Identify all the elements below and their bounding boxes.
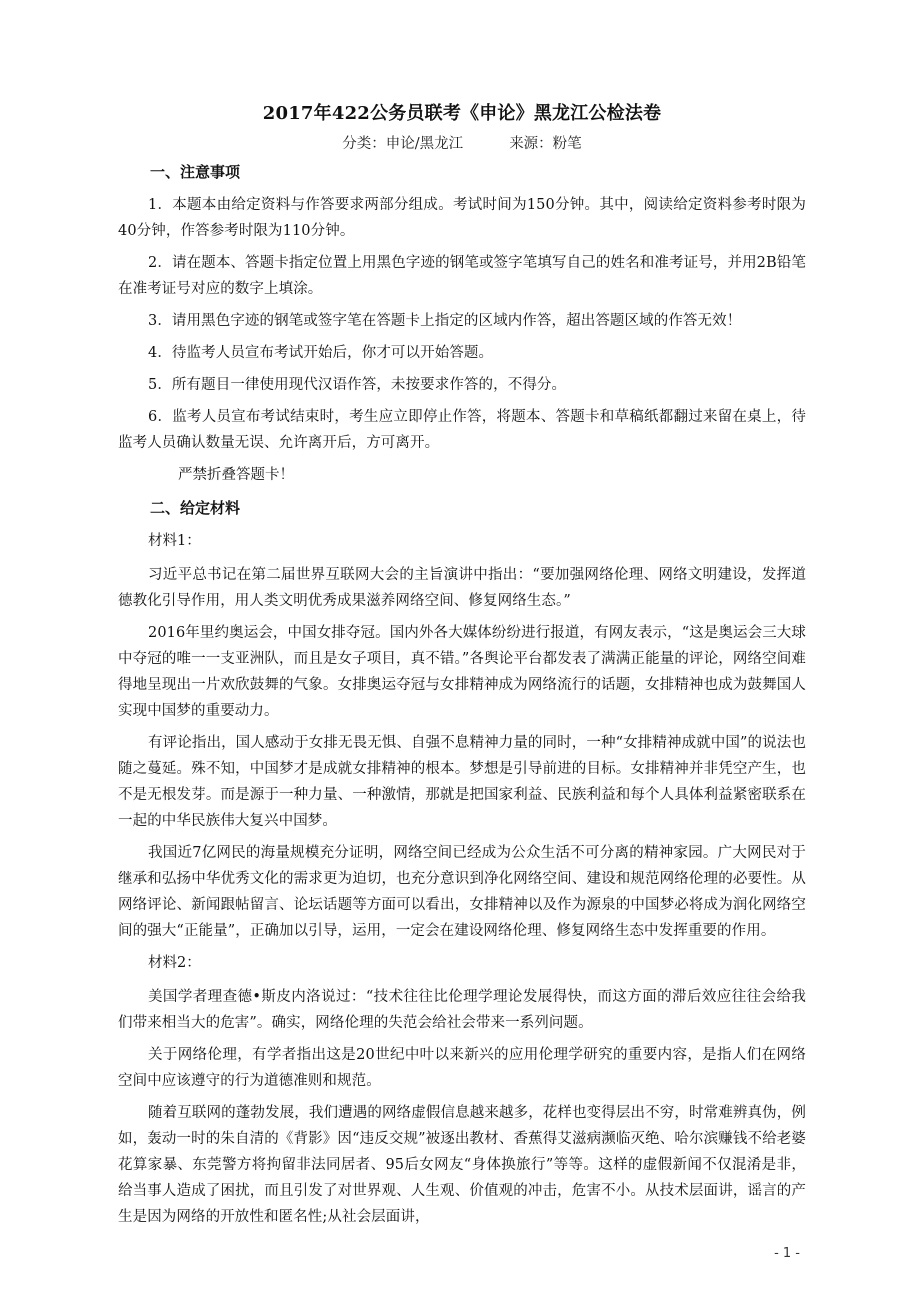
note-item: 6．监考人员宣布考试结束时，考生应立即停止作答，将题本、答题卡和草稿纸都翻过来留在桌上，待监考人员确认数量无误、允许离开后，方可离开。	[118, 409, 806, 451]
material-1-paragraph: 2016年里约奥运会，中国女排夺冠。国内外各大媒体纷纷进行报道，有网友表示，“这是奥运会三大球中夺冠的唯一一支亚洲队，而且是女子项目，真不错。”各舆论平台都发表了满满正能量的评论，网络空间难得地呈现出一片欢欣鼓舞的气象。女排奥运夺冠与女排精神成为网络流行的话题，女排精神也成为鼓舞国人实现中国梦的重要动力。	[118, 625, 807, 719]
material-2-paragraph: 随着互联网的蓬勃发展，我们遭遇的网络虚假信息越来越多，花样也变得层出不穷，时常难辨真伪，例如，轰动一时的朱自清的《背影》因“违反交规”被逐出教材、香蕉得艾滋病濒临灭绝、哈尔滨赚钱不给老婆花算家暴、东莞警方将拘留非法同居者、95后女网友“身体换旅行”等等。这样的虚假新闻不仅混淆是非，给当事人造成了困扰，而且引发了对世界观、人生观、价值观的冲击，危害不小。从技术层面讲，谣言的产生是因为网络的开放性和匿名性;从社会层面讲，	[118, 1105, 806, 1225]
note-item: 5．所有题目一律使用现代汉语作答，未按要求作答的，不得分。	[148, 377, 567, 393]
document-meta	[118, 132, 806, 156]
material-1-paragraph: 有评论指出，国人感动于女排无畏无惧、自强不息精神力量的同时，一种“女排精神成就中国”的说法也随之蔓延。殊不知，中国梦才是成就女排精神的根本。梦想是引导前进的目标。女排精神并非凭空产生，也不是无根发芽。而是源于一种力量、一种激情，那就是把国家利益、民族利益和每个人具体利益紧密联系在一起的中华民族伟大复兴中国梦。	[118, 735, 806, 829]
material-2-paragraph: 美国学者理查德•斯皮内洛说过：“技术往往比伦理学理论发展得快，而这方面的滞后效应往往会给我们带来相当大的危害”。确实，网络伦理的失范会给社会带来一系列问题。	[118, 989, 806, 1031]
material-1-paragraph: 习近平总书记在第二届世界互联网大会的主旨演讲中指出：“要加强网络伦理、网络文明建设，发挥道德教化引导作用，用人类文明优秀成果滋养网络空间、修复网络生态。”	[118, 567, 806, 609]
page-number: - 1 -	[774, 1246, 800, 1261]
document-body	[118, 100, 806, 1236]
category-label: 分类：申论/黑龙江	[342, 136, 464, 152]
section-heading-materials: 二、给定材料	[150, 499, 241, 517]
note-item: 4．待监考人员宣布考试开始后，你才可以开始答题。	[148, 345, 494, 361]
material-1-label: 材料1：	[148, 533, 201, 549]
section-heading-notes: 一、注意事项	[150, 163, 241, 181]
note-item: 1．本题本由给定资料与作答要求两部分组成。考试时间为150分钟。其中，阅读给定资料参考时限为40分钟，作答参考时限为110分钟。	[118, 197, 806, 239]
source-label: 来源：粉笔	[509, 136, 582, 152]
document-title: 2017年422公务员联考《申论》黑龙江公检法卷	[262, 103, 662, 124]
material-2-paragraph: 关于网络伦理，有学者指出这是20世纪中叶以来新兴的应用伦理学研究的重要内容，是指人们在网络空间中应该遵守的行为道德准则和规范。	[118, 1047, 806, 1089]
note-item: 3．请用黑色字迹的钢笔或签字笔在答题卡上指定的区域内作答，超出答题区域的作答无效！	[148, 313, 742, 329]
warning-text: 严禁折叠答题卡！	[178, 467, 294, 483]
material-1-paragraph: 我国近7亿网民的海量规模充分证明，网络空间已经成为公众生活不可分离的精神家园。广大网民对于继承和弘扬中华优秀文化的需求更为迫切，也充分意识到净化网络空间、建设和规范网络伦理的必要性。从网络评论、新闻跟帖留言、论坛话题等方面可以看出，女排精神以及作为源泉的中国梦必将成为润化网络空间的强大“正能量”，正确加以引导，运用，一定会在建设网络伦理、修复网络生态中发挥重要的作用。	[118, 845, 806, 939]
material-2-label: 材料2：	[148, 955, 201, 971]
note-item: 2．请在题本、答题卡指定位置上用黑色字迹的钢笔或签字笔填写自己的姓名和准考证号，并用2B铅笔在准考证号对应的数字上填涂。	[118, 255, 806, 297]
